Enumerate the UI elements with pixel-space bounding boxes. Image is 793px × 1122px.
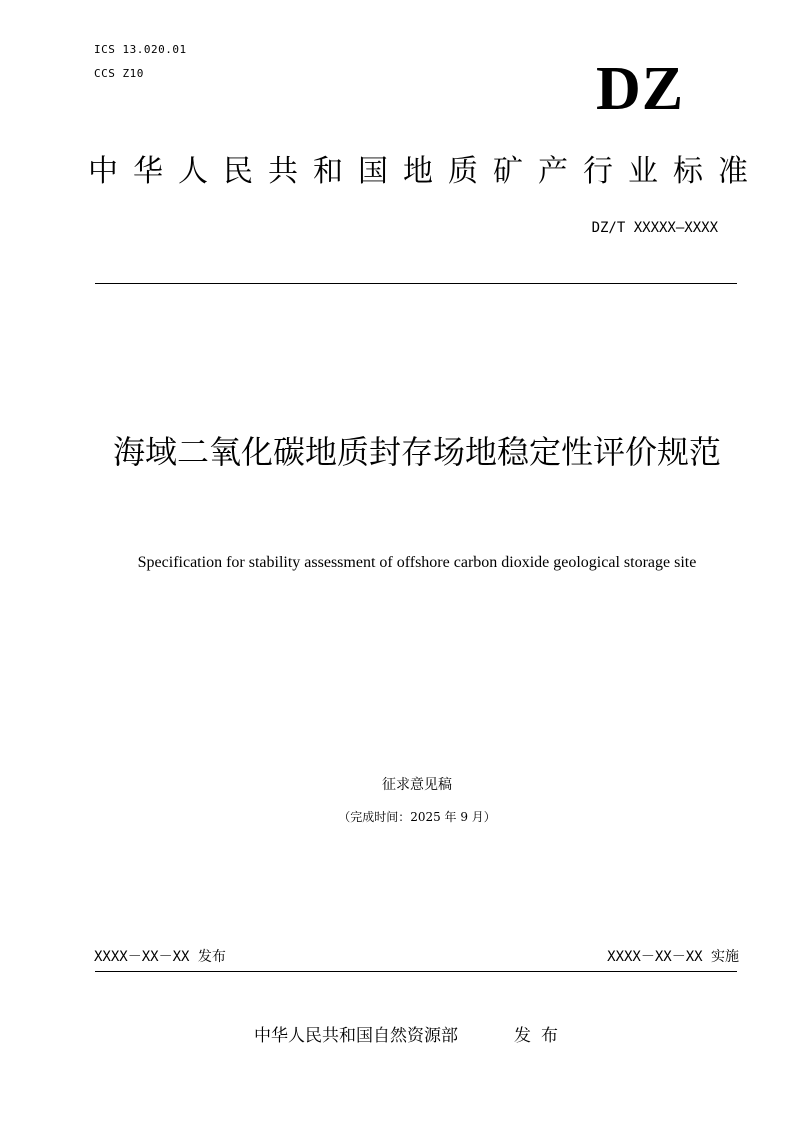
implementation-date: XXXX－XX－XX 实施 — [607, 949, 739, 965]
top-divider — [95, 283, 737, 284]
bottom-divider — [95, 971, 737, 972]
dz-logo: DZ — [596, 55, 685, 123]
ics-code: ICS 13.020.01 — [94, 43, 187, 56]
standard-code: DZ/T XXXXX—XXXX — [591, 220, 718, 236]
issue-date: XXXX－XX－XX 发布 — [94, 949, 226, 965]
document-title-chinese: 海域二氧化碳地质封存场地稳定性评价规范 — [112, 433, 721, 471]
document-title-english: Specification for stability assessment of offshore carbon dioxide geological storage site — [137, 554, 697, 571]
publish-label: 发布 — [514, 1026, 568, 1046]
ccs-code: CCS Z10 — [94, 67, 144, 80]
standard-category-title: 中华人民共和国地质矿产行业标准 — [88, 154, 763, 189]
publisher-name: 中华人民共和国自然资源部 — [254, 1026, 458, 1046]
draft-status: 征求意见稿 — [382, 777, 452, 793]
completion-date: （完成时间：2025 年 9 月） — [338, 810, 496, 824]
